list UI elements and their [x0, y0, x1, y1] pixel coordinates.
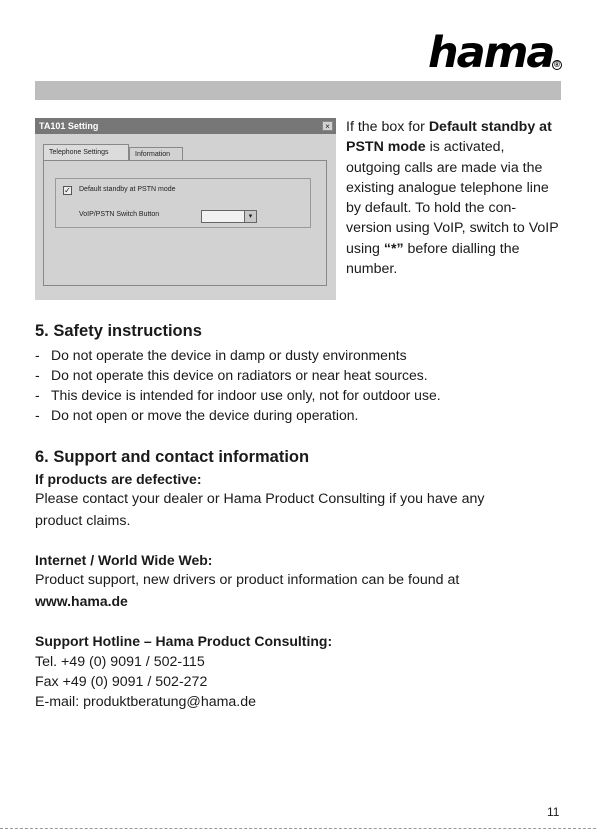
support-heading: 6. Support and contact information: [35, 448, 310, 466]
web-title: Internet / World Wide Web:: [35, 552, 213, 568]
safety-item: - Do not operate the device in damp or dusty environments: [35, 347, 407, 363]
website-link[interactable]: www.hama.de: [35, 593, 128, 609]
chevron-down-icon[interactable]: ▾: [244, 211, 256, 222]
tel-line: Tel. +49 (0) 9091 / 502-115: [35, 654, 205, 670]
desc-text-2: is activated, outgoing calls are made via the existing analogue telephone line by default. To hold the con-version using VoIP, switch to VoIP using: [346, 139, 559, 257]
web-line-1: Product support, new drivers or product information can be found at: [35, 572, 460, 588]
page-number: 11: [547, 805, 560, 819]
safety-heading: 5. Safety instructions: [35, 322, 202, 340]
setting-description: [346, 117, 561, 279]
default-standby-checkbox[interactable]: ✓: [64, 186, 71, 195]
tab-information[interactable]: Information: [129, 147, 183, 160]
desc-bold-2: “*”: [383, 240, 404, 257]
safety-item: - Do not operate this device on radiators or near heat sources.: [35, 367, 428, 383]
footer-divider: [0, 828, 596, 829]
safety-item: - This device is intended for indoor use only, not for outdoor use.: [35, 387, 441, 403]
registered-mark: ®: [552, 60, 562, 70]
close-icon[interactable]: ×: [322, 121, 333, 131]
dialog-title: TA101 Setting: [35, 118, 336, 134]
desc-text-3: before dialling the number.: [346, 240, 520, 278]
defective-title: If products are defective:: [35, 471, 202, 487]
hama-logo: hama: [428, 28, 554, 78]
fax-line: Fax +49 (0) 9091 / 502-272: [35, 674, 208, 690]
desc-bold-1: Default standby at PSTN mode: [346, 119, 552, 156]
header-bar: [35, 81, 561, 100]
email-line[interactable]: E-mail: produktberatung@hama.de: [35, 694, 257, 710]
desc-text-1: If the box for: [346, 119, 429, 135]
switch-label: VoIP/PSTN Switch Button: [79, 211, 160, 218]
settings-screenshot: [35, 118, 336, 300]
tab-telephone-settings[interactable]: Telephone Settings: [43, 144, 129, 160]
checkbox-label: Default standby at PSTN mode: [79, 186, 176, 193]
safety-item: - Do not open or move the device during operation.: [35, 407, 359, 423]
hotline-title: Support Hotline – Hama Product Consulting:: [35, 633, 333, 649]
defective-line-1: Please contact your dealer or Hama Product Consulting if you have any: [35, 491, 485, 507]
switch-button-select[interactable]: [201, 210, 257, 223]
defective-line-2: product claims.: [35, 513, 131, 529]
